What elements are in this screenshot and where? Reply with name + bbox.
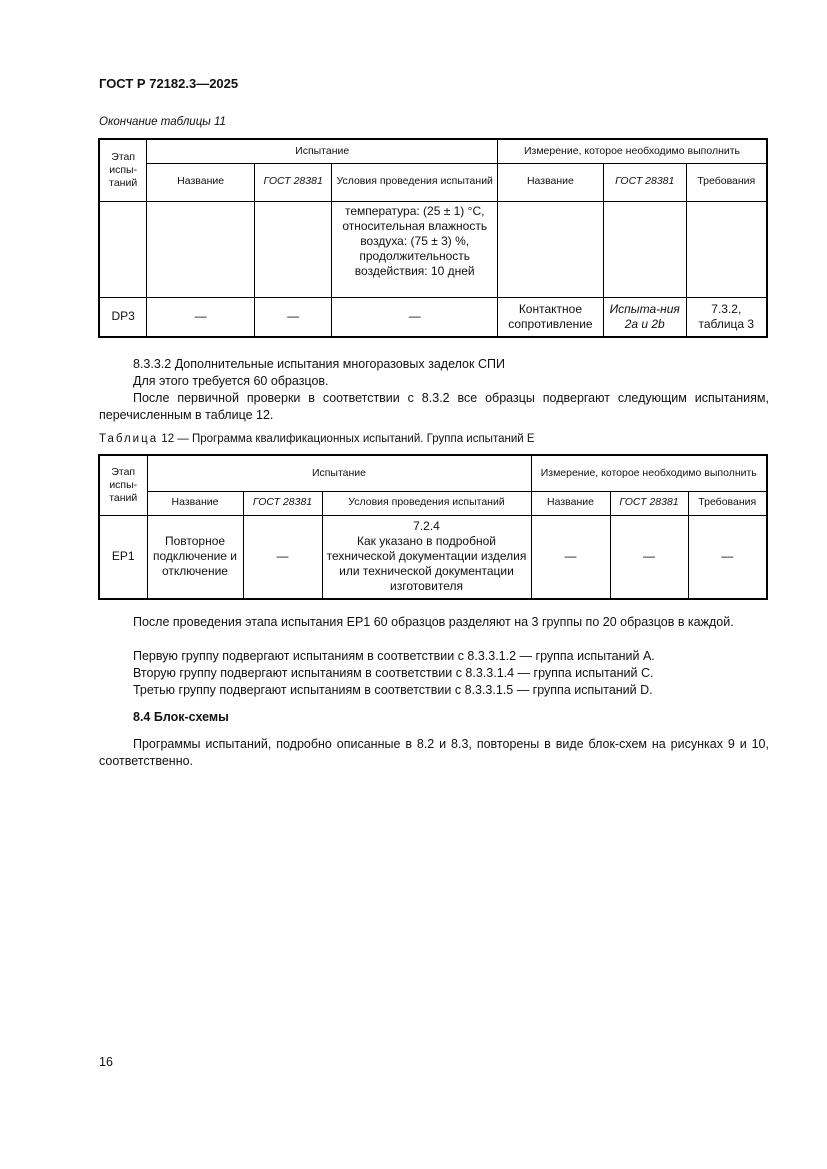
table-row <box>99 201 767 297</box>
cell-measurement-gost: — <box>610 515 688 599</box>
cell-conditions <box>322 515 531 599</box>
page-number: 16 <box>99 1055 113 1069</box>
table-11 <box>98 138 768 338</box>
paragraph-flowcharts: Программы испытаний, подробно описанные в 8.2 и 8.3, повторены в виде блок-схем на рисунках 9 и 10, соответственно. <box>99 737 769 768</box>
cell-conditions: температура: (25 ± 1) °C, относительная влажность воздуха: (75 ± 3) %, продолжительность воздействия: 10 дней <box>332 201 498 297</box>
header-measurement: Измерение, которое необходимо выполнить <box>531 455 767 491</box>
table-12-caption-text: 12 — Программа квалификационных испытаний. Группа испытаний Е <box>161 433 535 445</box>
paragraph-groups-split: После проведения этапа испытания EP1 60 образцов разделяют на 3 группы по 20 образцов в каждой. <box>133 615 734 629</box>
cell-name: — <box>147 297 254 337</box>
header-gost: ГОСТ 28381 <box>254 163 332 201</box>
document-header: ГОСТ Р 72182.3—2025 <box>99 76 239 91</box>
table-12 <box>98 454 768 600</box>
paragraph-group-c: Вторую группу подвергают испытаниям в соответствии с 8.3.3.1.4 — группа испытаний С. <box>133 666 654 680</box>
cell-conditions-ref: 7.2.4 <box>413 519 440 534</box>
header-measurement: Измерение, которое необходимо выполнить <box>497 139 767 163</box>
header-gost: ГОСТ 28381 <box>243 491 322 515</box>
header-measurement-name: Название <box>497 163 603 201</box>
cell-conditions-text: Как указано в подробной технической документации изделия или технической документации изготовителя <box>326 534 527 594</box>
header-measurement-name: Название <box>531 491 610 515</box>
header-test: Испытание <box>147 455 531 491</box>
cell-stage: DP3 <box>99 297 147 337</box>
section-8-4-title: 8.4 Блок-схемы <box>133 710 229 724</box>
paragraph-8-3-3-2-heading: 8.3.3.2 Дополнительные испытания многоразовых заделок СПИ <box>133 357 505 371</box>
cell-empty <box>99 201 147 297</box>
paragraph-group-a: Первую группу подвергают испытаниям в соответствии с 8.3.3.1.2 — группа испытаний А. <box>133 649 655 663</box>
paragraph-initial-check: После первичной проверки в соответствии с 8.3.2 все образцы подвергают следующим испытаниям, перечисленным в таблице 12. <box>99 391 769 422</box>
cell-requirements: 7.3.2, таблица 3 <box>686 297 767 337</box>
paragraph-sample-count: Для этого требуется 60 образцов. <box>133 374 329 388</box>
cell-measurement-name: Контактное сопротивление <box>497 297 603 337</box>
header-name: Название <box>147 163 254 201</box>
cell-gost: — <box>243 515 322 599</box>
cell-empty <box>686 201 767 297</box>
table-12-caption-label: Таблица <box>99 433 159 445</box>
header-test: Испытание <box>147 139 498 163</box>
table-row <box>99 515 767 599</box>
header-requirements: Требования <box>686 163 767 201</box>
paragraph-group-d: Третью группу подвергают испытаниям в соответствии с 8.3.3.1.5 — группа испытаний D. <box>133 683 653 697</box>
header-conditions: Условия проведения испытаний <box>322 491 531 515</box>
cell-empty <box>147 201 254 297</box>
cell-requirements: — <box>688 515 767 599</box>
header-measurement-gost: ГОСТ 28381 <box>603 163 686 201</box>
header-name: Название <box>147 491 243 515</box>
table-row <box>99 297 767 337</box>
header-requirements: Требования <box>688 491 767 515</box>
table-11-continuation-caption: Окончание таблицы 11 <box>99 116 226 128</box>
cell-measurement-gost: Испыта-ния 2а и 2b <box>603 297 686 337</box>
cell-conditions: — <box>332 297 498 337</box>
header-measurement-gost: ГОСТ 28381 <box>610 491 688 515</box>
header-stage: Этап испы-таний <box>99 455 147 515</box>
cell-gost: — <box>254 297 332 337</box>
cell-empty <box>603 201 686 297</box>
cell-stage: EP1 <box>99 515 147 599</box>
table-12-caption <box>99 431 535 448</box>
cell-empty <box>497 201 603 297</box>
cell-measurement-name: — <box>531 515 610 599</box>
header-stage: Этап испы-таний <box>99 139 147 201</box>
cell-empty <box>254 201 332 297</box>
cell-name: Повторное подключение и отключение <box>147 515 243 599</box>
header-conditions: Условия проведения испытаний <box>332 163 498 201</box>
